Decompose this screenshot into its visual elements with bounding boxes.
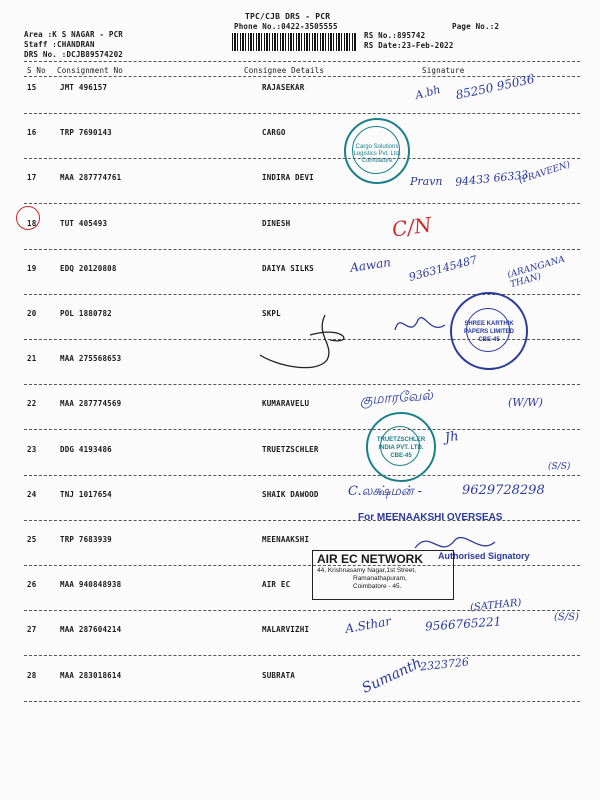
header-staff: Staff :CHANDRAN xyxy=(24,40,95,49)
row-consignment: TRP 7683939 xyxy=(60,535,112,544)
skpl-stamp: SHREE KARTHIK PAPERS LIMITED CBE-45 xyxy=(450,292,528,370)
handwritten-signature: Aawan xyxy=(349,255,392,275)
row-sno: 19 xyxy=(27,264,37,273)
handwritten-signature: Sumanth xyxy=(359,655,425,697)
divider xyxy=(24,61,580,62)
row-consignment: EDQ 20120808 xyxy=(60,264,117,273)
row-sno: 16 xyxy=(27,128,37,137)
row-sno: 23 xyxy=(27,445,37,454)
header-title: TPC/CJB DRS - PCR xyxy=(245,12,331,21)
row-divider xyxy=(24,565,580,566)
column-header-consignee: Consignee Details xyxy=(244,66,325,75)
handwritten-signature: A.bh xyxy=(413,82,442,103)
row27-phone: 9566765221 xyxy=(424,614,502,634)
stamp-title: AIR EC NETWORK xyxy=(317,552,423,566)
barcode xyxy=(232,33,357,51)
row24-phone: 9629728298 xyxy=(462,483,545,498)
row-divider xyxy=(24,429,580,430)
row-sno: 17 xyxy=(27,173,37,182)
row-consignee: MALARVIZHI xyxy=(262,625,310,634)
row-divider xyxy=(24,203,580,204)
row-divider xyxy=(24,655,580,656)
row-consignee: INDIRA DEVI xyxy=(262,173,314,182)
row-consignee: DAIYA SILKS xyxy=(262,264,314,273)
row-sno: 25 xyxy=(27,535,37,544)
header-rs-no: RS No.:895742 xyxy=(364,31,426,40)
column-header-consignment: Consignment No xyxy=(57,66,124,75)
handwritten-signature: C.லக்ஷ்மன் - xyxy=(348,484,423,499)
handwritten-signature: A.Sthar xyxy=(344,614,393,636)
row17-name: (PRAVEEN) xyxy=(517,159,572,187)
handwritten-signature: குமாரவேல் xyxy=(359,387,434,409)
row-consignee: AIR EC xyxy=(262,580,291,589)
row19-name: (ARANGANA THAN) xyxy=(506,254,567,291)
row-sno: 15 xyxy=(27,83,37,92)
row-consignment: TRP 7690143 xyxy=(60,128,112,137)
row-consignee: SKPL xyxy=(262,309,281,318)
row-divider xyxy=(24,701,580,702)
row15-phone: 85250 95036 xyxy=(454,71,536,103)
row-sno: 22 xyxy=(27,399,37,408)
row-consignment: MAA 275568653 xyxy=(60,354,122,363)
row-consignment: MAA 283018614 xyxy=(60,671,122,680)
row-consignment: MAA 287774569 xyxy=(60,399,122,408)
row27-note: (S/S) xyxy=(554,612,579,623)
row-consignment: POL 1880782 xyxy=(60,309,112,318)
row18-red-mark: C/N xyxy=(390,212,434,242)
row-consignee: TRUETZSCHLER xyxy=(262,445,319,454)
row-divider xyxy=(24,384,580,385)
row-sno: 27 xyxy=(27,625,37,634)
row-consignee: CARGO xyxy=(262,128,286,137)
row-consignment: MAA 940848938 xyxy=(60,580,122,589)
row-consignee: SHAIK DAWOOD xyxy=(262,490,319,499)
row-sno: 24 xyxy=(27,490,37,499)
row-divider xyxy=(24,158,580,159)
handwritten-signature xyxy=(390,310,450,340)
row27-name: (SATHAR) xyxy=(469,597,522,614)
header-page-no: Page No.:2 xyxy=(452,22,500,31)
row-sno: 21 xyxy=(27,354,37,363)
row28-phone: 2323726 xyxy=(419,655,470,674)
row-consignee: DINESH xyxy=(262,219,291,228)
row19-phone: 9363145487 xyxy=(407,253,479,284)
handwritten-signature: Pravn xyxy=(410,175,443,188)
row24-note: (S/S) xyxy=(548,462,571,472)
row-consignment: MAA 287604214 xyxy=(60,625,122,634)
row-divider xyxy=(24,113,580,114)
column-header-sno: S No xyxy=(27,66,46,75)
row-consignment: DDG 4193486 xyxy=(60,445,112,454)
row-divider xyxy=(24,249,580,250)
row-consignment: TNJ 1017654 xyxy=(60,490,112,499)
divider xyxy=(24,76,580,77)
stamp-authorised: Authorised Signatory xyxy=(438,551,530,561)
row-consignee: KUMARAVELU xyxy=(262,399,310,408)
header-area: Area :K S NAGAR - PCR xyxy=(24,30,124,39)
handwritten-signature xyxy=(255,305,365,375)
row-sno: 18 xyxy=(27,219,37,228)
row-sno: 26 xyxy=(27,580,37,589)
row-consignee: RAJASEKAR xyxy=(262,83,305,92)
row-divider xyxy=(24,475,580,476)
row17-phone: 94433 66333 xyxy=(454,168,529,189)
row-consignment: MAA 287774761 xyxy=(60,173,122,182)
truetzschler-stamp: TRUETZSCHLER INDIA PVT. LTD. CBE-45 xyxy=(366,412,436,482)
row-consignment: JMT 496157 xyxy=(60,83,108,92)
header-rs-date: RS Date:23-Feb-2022 xyxy=(364,41,454,50)
header-drs-no: DRS No. :DCJB89574202 xyxy=(24,50,124,59)
stamp-company: For MEENAAKSHI OVERSEAS xyxy=(358,512,503,523)
header-phone: Phone No.:0422-3505555 xyxy=(234,22,338,31)
row-consignee: SUBRATA xyxy=(262,671,296,680)
row-consignee: MEENAAKSHI xyxy=(262,535,310,544)
row22-note: (W/W) xyxy=(508,396,543,409)
airec-stamp: AIR EC NETWORK 44, Krishnasamy Nagar,1st Street, Ramanathapuram, Coimbatore - 45. xyxy=(312,550,454,600)
column-header-signature: Signature xyxy=(422,66,465,75)
handwritten-signature: Jh xyxy=(444,429,460,446)
cargo-stamp: Cargo Solutions Logistics Pvt. Ltd. Coimbatore xyxy=(344,118,410,184)
red-circle-mark xyxy=(16,206,40,230)
row-sno: 20 xyxy=(27,309,37,318)
row-sno: 28 xyxy=(27,671,37,680)
row-consignment: TUT 405493 xyxy=(60,219,108,228)
